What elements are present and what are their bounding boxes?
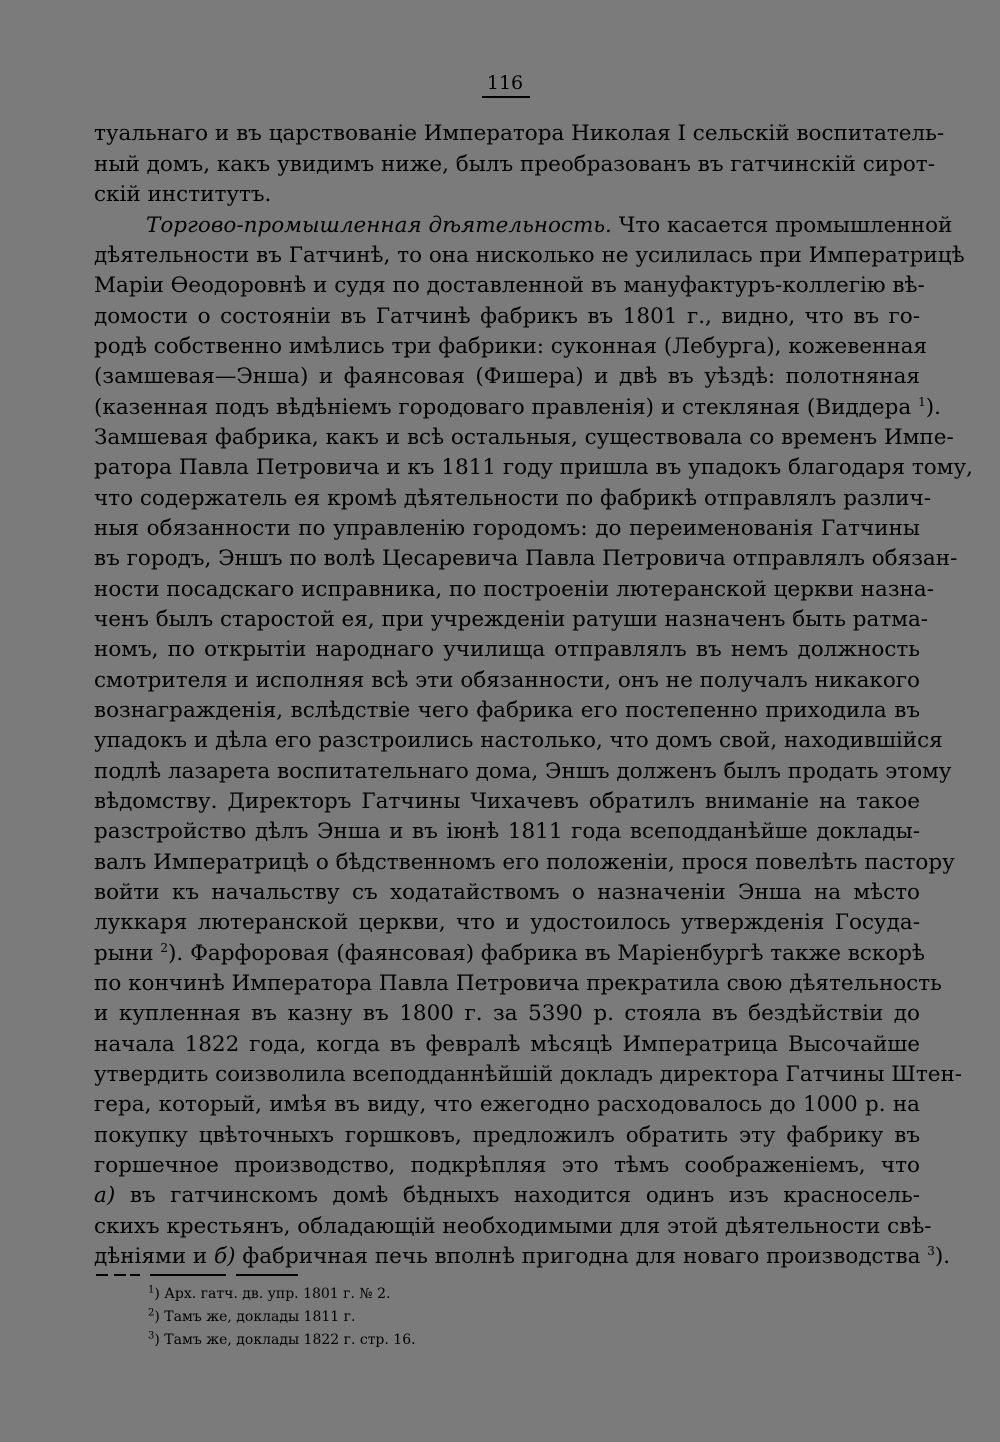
text-line: туальнаго и въ царствованіе Императора Николая I сельскій воспитатель- [94,121,945,146]
footnote-ref: 3 [927,1243,935,1258]
text-line: номъ, по открытіи народнаго училища отправлялъ въ немъ должность [94,637,920,662]
text-line: (замшевая—Энша) и фаянсовая (Фишера) и двѣ въ уѣздѣ: полотняная [94,364,920,389]
text-span: дѣніями и [94,1244,215,1269]
text-span: ). Фарфоровая (фаянсовая) фабрика въ Маріенбургѣ также вскорѣ [168,941,926,966]
text-span: въ гатчинскомъ домѣ бѣдныхъ находится одинъ изъ красносель- [115,1183,920,1208]
footnote-text: ) Тамъ же, доклады 1811 г. [154,1309,356,1325]
text-span-italic: а) [94,1183,116,1208]
text-span: (казенная подъ вѣдѣніемъ городоваго правленія) и стекляная (Виддера [94,395,912,420]
text-span: ). [934,1244,951,1269]
text-span: ). [925,395,941,420]
text-line [94,393,941,423]
footnote-ref: 1 [918,394,926,409]
footnote-rule [150,1274,226,1276]
text-span-italic: б) [214,1244,236,1269]
text-line: валъ Императрицѣ о бѣдственномъ его положеніи, прося повелѣть пастору [94,850,955,875]
text-line: луккаря лютеранской церкви, что и удостоилось утвержденія Госуда- [94,910,920,935]
section-heading: Торгово-промышленная дѣятельность. [146,213,612,238]
text-line: упадокъ и дѣла его разстроились настолько, что домъ свой, находившійся [94,728,943,753]
text-line: по кончинѣ Императора Павла Петровича прекратила свою дѣятельность [94,971,942,996]
footnote [148,1283,390,1305]
text-line: войти къ начальству съ ходатайствомъ о назначеніи Энша на мѣсто [94,880,920,905]
text-line: вознагражденія, вслѣдствіе чего фабрика его постепенно приходила въ [94,698,920,723]
text-line: дѣятельности въ Гатчинѣ, то она нисколько не усилилась при Императрицѣ [94,243,965,268]
text-line [94,939,926,969]
section-heading-line [146,211,953,241]
text-line: смотрителя и исполняя всѣ эти обязанности, онъ не получалъ никакого [94,668,920,693]
footnote-mark: 2 [148,1307,155,1319]
footnote-rule [236,1274,298,1276]
text-span: фабричная печь вполнѣ пригодна для новаго производства [235,1244,921,1269]
text-line [94,1181,920,1211]
text-line: скій институтъ. [94,182,272,207]
footnote-mark: 1 [148,1284,155,1296]
page-number-rule [482,96,530,98]
text-span: Что касается промышленной [611,213,953,238]
text-line: ности посадскаго исправника, по построеніи лютеранской церкви назна- [94,577,934,602]
text-line: ратора Павла Петровича и къ 1811 году пришла въ упадокъ благодаря тому, [94,455,973,480]
text-line: горшечное производство, подкрѣпляя это тѣмъ соображеніемъ, что [94,1153,920,1178]
text-span: рыни [94,941,154,966]
text-line: утвердить соизволила всеподданнѣйшій докладъ директора Гатчины Штен- [94,1062,963,1087]
text-line: Замшевая фабрика, какъ и всѣ остальныя, существовала со временъ Импе- [94,425,954,450]
text-line: и купленная въ казну въ 1800 г. за 5390 р. стояла въ бездѣйствіи до [94,1001,920,1026]
text-line: въ городъ, Эншъ по волѣ Цесаревича Павла Петровича отправлялъ обязан- [94,546,958,571]
text-line: ныя обязанности по управленію городомъ: до переименованія Гатчины [94,516,920,541]
text-line: ченъ былъ старостой ея, при учрежденіи ратуши назначенъ быть ратма- [94,607,929,632]
text-line: Маріи Ѳеодоровнѣ и судя по доставленной въ мануфактуръ-коллегію вѣ- [94,273,925,298]
page-number: 116 [486,72,524,94]
text-line: гера, который, имѣя въ виду, что ежегодно расходовалось до 1000 р. на [94,1092,920,1117]
text-line [94,1242,951,1272]
footnote-mark: 3 [148,1330,155,1342]
text-line: ный домъ, какъ увидимъ ниже, былъ преобразованъ въ гатчинскій сирот- [94,152,935,177]
text-line: родѣ собственно имѣлись три фабрики: суконная (Лебурга), кожевенная [94,334,928,359]
text-line: начала 1822 года, когда въ февралѣ мѣсяцѣ Императрица Высочайше [94,1032,920,1057]
text-line: скихъ крестьянъ, обладающій необходимыми для этой дѣятельности свѣ- [94,1214,932,1239]
text-line: подлѣ лазарета воспитательнаго дома, Эншъ долженъ былъ продать этому [94,759,952,784]
text-line: разстройство дѣлъ Энша и въ іюнѣ 1811 года всеподданѣйше доклады- [94,819,920,844]
footnote-rule [96,1274,108,1276]
footnote-rule [114,1274,126,1276]
footnote [148,1329,416,1351]
text-line: вѣдомству. Директоръ Гатчины Чихачевъ обратилъ вниманіе на такое [94,789,920,814]
text-line: что содержатель ея кромѣ дѣятельности по фабрикѣ отправлялъ различ- [94,486,931,511]
footnote-ref: 2 [160,940,169,955]
footnote-text: ) Арх. гатч. дв. упр. 1801 г. № 2. [154,1286,391,1302]
footnote [148,1306,355,1328]
text-line: покупку цвѣточныхъ горшковъ, предложилъ обратить эту фабрику въ [94,1123,920,1148]
footnote-text: ) Тамъ же, доклады 1822 г. стр. 16. [154,1332,416,1348]
text-line: домости о состояніи въ Гатчинѣ фабрикъ въ 1801 г., видно, что въ го- [94,304,920,329]
footnote-rule [130,1274,140,1276]
